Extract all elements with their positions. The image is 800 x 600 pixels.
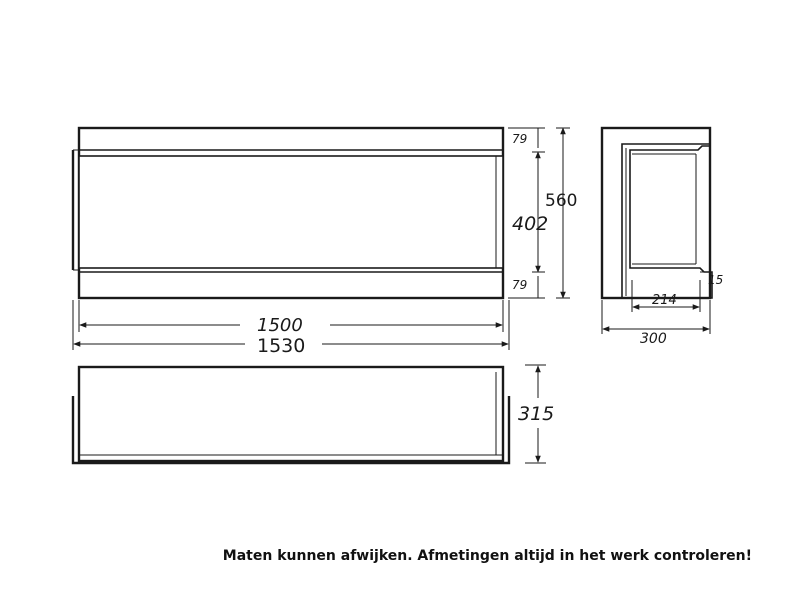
front-view — [73, 128, 503, 298]
front-view-opening — [79, 156, 503, 268]
dim-label-315: 315 — [518, 403, 555, 425]
front-view-vertical-dimensions — [508, 128, 577, 298]
dim-label-560: 560 — [545, 191, 578, 211]
dim-label-79-bottom: 79 — [512, 278, 528, 292]
top-view — [73, 367, 509, 463]
dim-label-1500: 1500 — [257, 315, 303, 336]
dim-label-1530: 1530 — [257, 335, 306, 357]
dim-label-300: 300 — [640, 331, 667, 347]
front-view-horizontal-dimensions — [73, 300, 509, 357]
disclaimer-text: Maten kunnen afwijken. Afmetingen altijd in het werk controleren! — [222, 548, 752, 564]
dim-label-402: 402 — [512, 213, 549, 235]
top-view-outer — [79, 367, 503, 461]
dim-label-214: 214 — [652, 293, 677, 308]
dim-label-15: 15 — [708, 273, 724, 287]
dim-label-79-top: 79 — [512, 132, 528, 146]
top-view-dimensions — [518, 365, 554, 463]
side-view — [602, 128, 712, 298]
